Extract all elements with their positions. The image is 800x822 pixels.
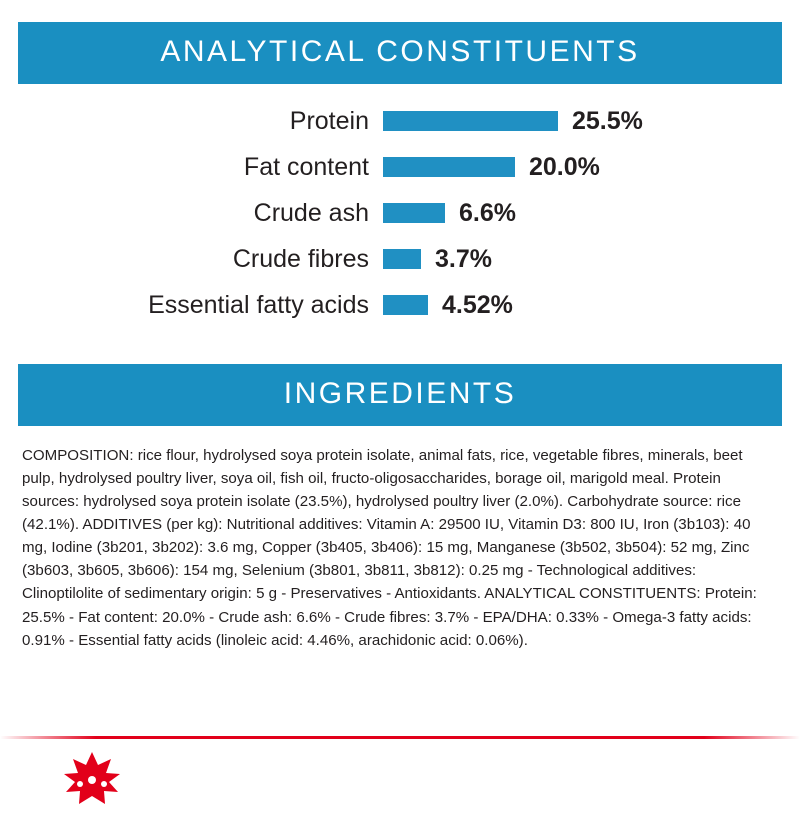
- footer-divider: [0, 736, 800, 739]
- constituent-row: [18, 284, 782, 326]
- constituent-value: 4.52%: [442, 290, 513, 319]
- constituent-row: [18, 238, 782, 280]
- constituents-chart: [18, 100, 782, 326]
- constituent-bar-wrap: [383, 107, 782, 136]
- constituent-label: Crude fibres: [232, 244, 369, 273]
- constituent-bar: [383, 295, 428, 315]
- page-footer: [0, 736, 800, 822]
- nutrition-panel: [0, 22, 800, 822]
- constituent-bar-wrap: [383, 291, 782, 320]
- constituent-label: Fat content: [243, 152, 369, 181]
- constituent-bar-wrap: [383, 245, 782, 274]
- constituent-row: [18, 192, 782, 234]
- constituent-value: 20.0%: [529, 152, 600, 181]
- royal-canin-crown-icon: [56, 750, 128, 811]
- constituent-bar-wrap: [383, 199, 782, 228]
- constituent-label: Essential fatty acids: [148, 290, 369, 319]
- constituent-bar: [383, 111, 558, 131]
- constituent-bar: [383, 203, 445, 223]
- constituent-row: [18, 100, 782, 142]
- constituent-value: 3.7%: [435, 244, 492, 273]
- constituent-bar: [383, 249, 421, 269]
- ingredients-header: INGREDIENTS: [18, 364, 782, 426]
- constituent-value: 6.6%: [459, 198, 516, 227]
- constituent-row: [18, 146, 782, 188]
- composition-text: COMPOSITION: rice flour, hydrolysed soya protein isolate, animal fats, rice, vegetable fibres, minerals, beet pulp, hydrolysed poultry liver, soya oil, fish oil, fructo-oligosaccharides, borage oil, marigold meal. Protein sources: hydrolysed soya protein isolate (23.5%), hydrolysed poultry liver (2.0%). Carbohydrate source: rice (42.1%). ADDITIVES (per kg): Nutritional additives: Vitamin A: 29500 IU, Vitamin D3: 800 IU, Iron (3b103): 40 mg, Iodine (3b201, 3b202): 3.6 mg, Copper (3b405, 3b406): 15 mg, Manganese (3b502, 3b504): 52 mg, Zinc (3b603, 3b605, 3b606): 154 mg, Selenium (3b801, 3b811, 3b812): 0.25 mg - Technological additives: Clinoptilolite of sedimentary origin: 5 g - Preservatives - Antioxidants. ANALYTICAL CONSTITUENTS: Protein: 25.5% - Fat content: 20.0% - Crude ash: 6.6% - Crude fibres: 3.7% - EPA/DHA: 0.33% - Omega-3 fatty acids: 0.91% - Essential fatty acids (linoleic acid: 4.46%, arachidonic acid: 0.06%).: [22, 447, 757, 649]
- constituent-bar: [383, 157, 515, 177]
- analytical-constituents-header: ANALYTICAL CONSTITUENTS: [18, 22, 782, 84]
- constituent-value: 25.5%: [572, 106, 643, 135]
- constituent-label: Crude ash: [253, 198, 369, 227]
- constituent-label: Protein: [289, 106, 369, 135]
- constituent-bar-wrap: [383, 153, 782, 182]
